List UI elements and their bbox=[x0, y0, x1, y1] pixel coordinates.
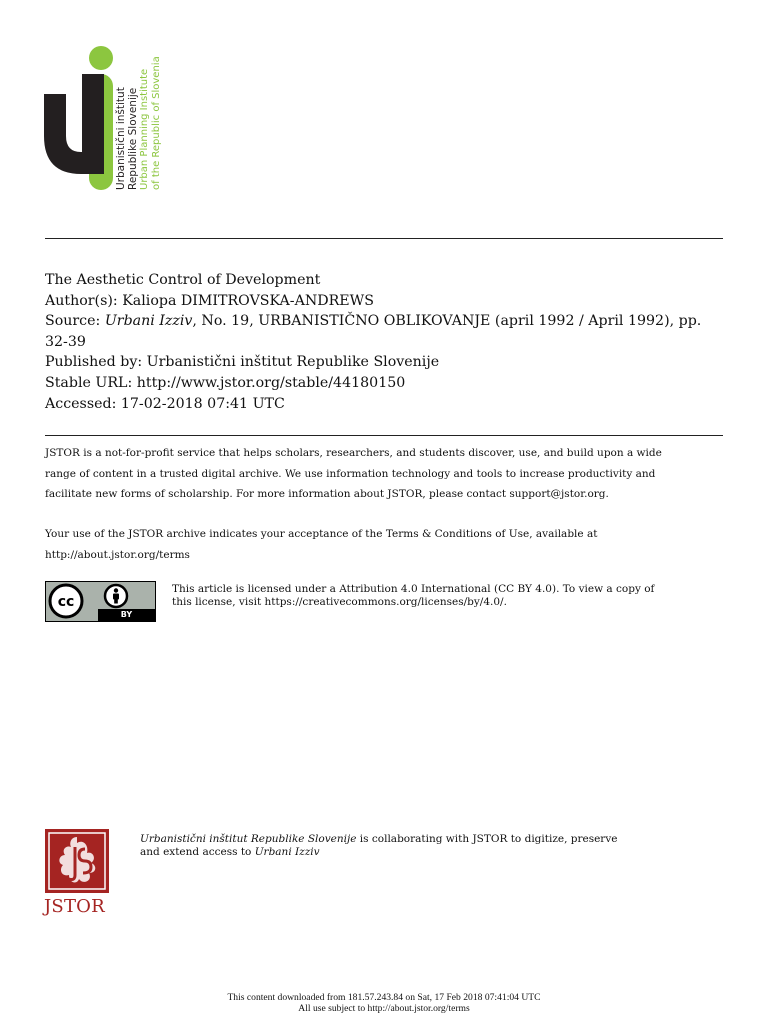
accessed-date: 17-02-2018 07:41 UTC bbox=[120, 395, 285, 412]
source-journal: Urbani Izziv bbox=[104, 313, 193, 330]
jstor-notice bbox=[45, 443, 735, 505]
license-line: This article is licensed under a Attribution 4.0 International (CC BY 4.0). To view a copy of bbox=[172, 583, 655, 595]
jstor-notice-line: JSTOR is a not-for-profit service that helps scholars, researchers, and students discover, use, and build upon a wide bbox=[45, 447, 662, 459]
source-label: Source: bbox=[45, 313, 101, 330]
cc-by-badge[interactable] bbox=[45, 581, 156, 622]
jstor-wordmark: JSTOR bbox=[44, 896, 105, 917]
cc-icon-label: cc bbox=[57, 594, 75, 610]
article-title: The Aesthetic Control of Development bbox=[45, 272, 321, 288]
terms-notice bbox=[45, 524, 735, 565]
terms-line: Your use of the JSTOR archive indicates your acceptance of the Terms & Conditions of Use, available at bbox=[45, 528, 598, 540]
source-details: , No. 19, URBANISTIČNO OBLIKOVANJE (april 1992 / April 1992), pp. bbox=[192, 313, 702, 330]
logo-line-primary-1: Urbanistični inštitut bbox=[115, 87, 127, 190]
author-name: Kaliopa DIMITROVSKA-ANDREWS bbox=[122, 292, 374, 309]
download-footer bbox=[0, 993, 768, 1014]
collab-publisher: Urbanistični inštitut Republike Slovenije bbox=[140, 833, 357, 845]
attribution-person-icon bbox=[103, 583, 129, 609]
stable-url-link[interactable]: http://www.jstor.org/stable/44180150 bbox=[136, 374, 406, 391]
footer-line-2: All use subject to http://about.jstor.org/terms bbox=[298, 1002, 470, 1014]
collab-journal: Urbani Izziv bbox=[254, 845, 320, 858]
publisher-logo-text bbox=[116, 40, 164, 190]
stable-url-label: Stable URL: bbox=[45, 374, 133, 391]
logo-line-secondary-1: Urban Planning Institute bbox=[139, 68, 150, 190]
collaboration-statement bbox=[140, 833, 730, 858]
divider-top bbox=[45, 238, 723, 239]
stable-url-line bbox=[45, 373, 725, 394]
publisher-line bbox=[45, 352, 725, 373]
collab-line-2 bbox=[140, 846, 730, 859]
citation-block bbox=[45, 270, 725, 414]
cc-by-label: BY bbox=[98, 609, 155, 621]
accessed-label: Accessed: bbox=[45, 395, 117, 412]
cc-icon bbox=[48, 583, 84, 619]
divider-middle bbox=[45, 435, 723, 436]
author-label: Author(s): bbox=[45, 292, 118, 309]
collab-line-1 bbox=[140, 833, 730, 846]
logo-line-secondary-2: of the Republic of Slovenia bbox=[150, 56, 162, 190]
jstor-logo-icon bbox=[45, 829, 109, 893]
collab-text-2: and extend access to bbox=[140, 845, 255, 858]
footer-line-1: This content downloaded from 181.57.243.84 on Sat, 17 Feb 2018 07:41:04 UTC bbox=[227, 992, 541, 1003]
author-line bbox=[45, 291, 725, 312]
jstor-notice-line: facilitate new forms of scholarship. For more information about JSTOR, please contact support@jstor.org. bbox=[45, 488, 609, 501]
license-line: this license, visit https://creativecommons.org/licenses/by/4.0/. bbox=[172, 595, 507, 608]
jstor-notice-line: range of content in a trusted digital archive. We use information technology and tools to increase productivity and bbox=[45, 467, 656, 480]
source-line bbox=[45, 311, 725, 332]
publisher-name: Urbanistični inštitut Republike Slovenije bbox=[146, 354, 440, 371]
source-pages: 32-39 bbox=[45, 333, 86, 350]
collab-text-1: is collaborating with JSTOR to digitize, preserve bbox=[356, 833, 618, 845]
terms-link[interactable]: http://about.jstor.org/terms bbox=[45, 548, 190, 561]
license-text bbox=[172, 583, 712, 608]
accessed-line bbox=[45, 394, 725, 415]
published-label: Published by: bbox=[45, 354, 143, 371]
logo-line-primary-2: Republike Slovenije bbox=[126, 87, 139, 190]
